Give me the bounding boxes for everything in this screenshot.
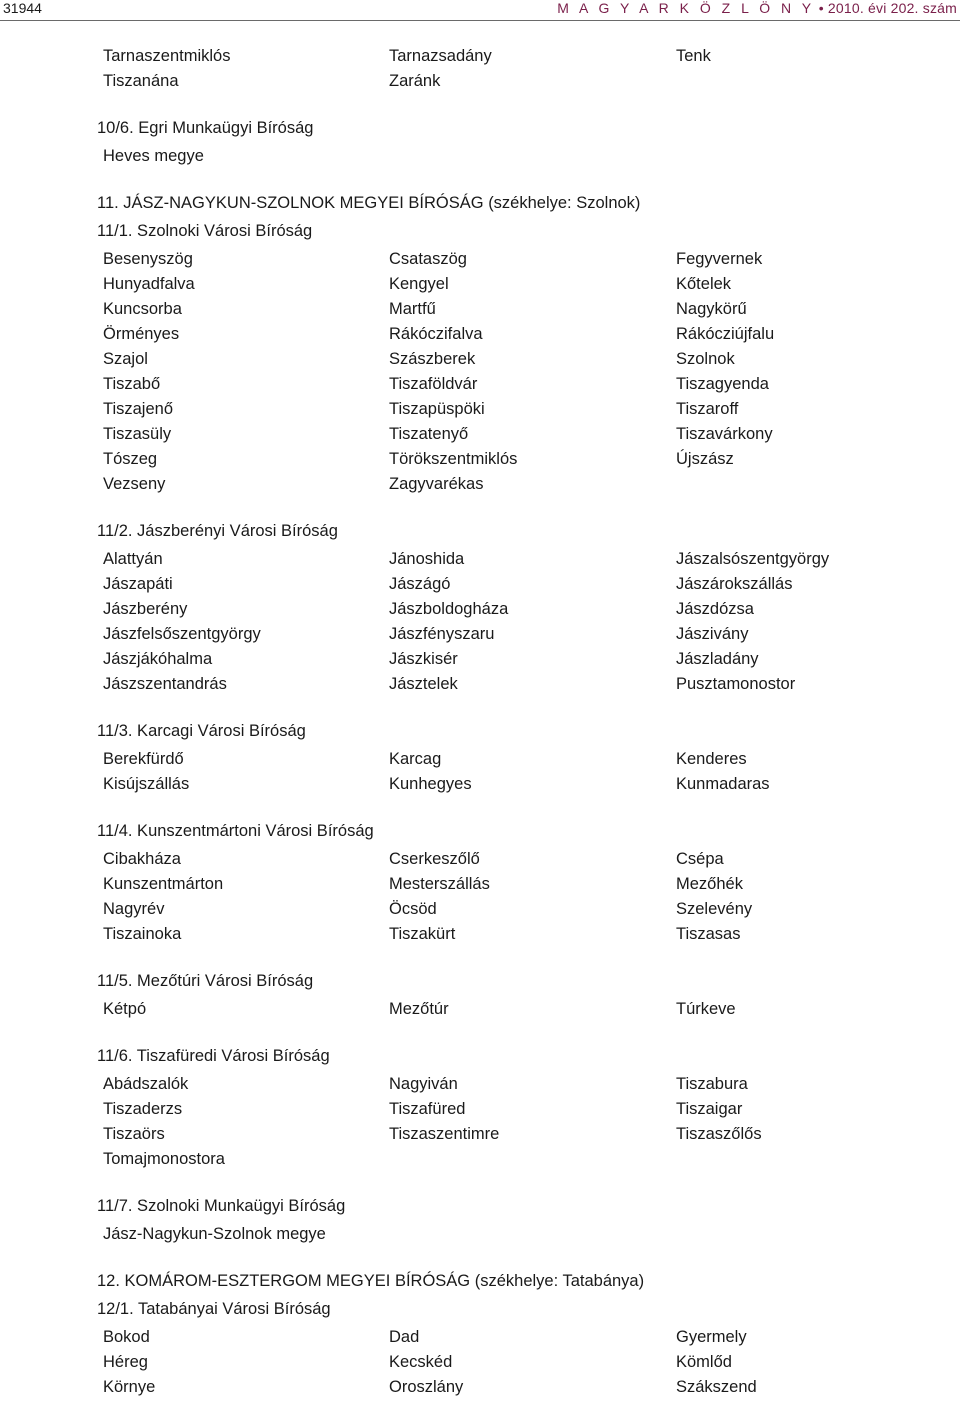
section-heading: 11/7. Szolnoki Munkaügyi Bíróság xyxy=(97,1197,346,1215)
settlement-name: Jászjákóhalma xyxy=(103,650,213,668)
settlement-row xyxy=(0,397,960,422)
settlement-name: Jászladány xyxy=(676,650,759,668)
settlement-row xyxy=(0,422,960,447)
header-rule xyxy=(0,20,960,21)
settlement-name: Kengyel xyxy=(389,275,449,293)
page-number: 31944 xyxy=(3,0,42,16)
settlement-row xyxy=(0,1325,960,1350)
settlement-name: Tarnazsadány xyxy=(389,47,492,65)
settlement-name: Nagyiván xyxy=(389,1075,458,1093)
court-section xyxy=(0,719,960,797)
settlement-name: Tiszaszőlős xyxy=(676,1125,762,1143)
settlement-row xyxy=(0,1097,960,1122)
settlement-row xyxy=(0,272,960,297)
settlement-name: Jászkisér xyxy=(389,650,458,668)
section-heading: 11. JÁSZ-NAGYKUN-SZOLNOK MEGYEI BÍRÓSÁG (székhelye: Szolnok) xyxy=(97,194,641,212)
settlement-row xyxy=(0,372,960,397)
settlement-name: Abádszalók xyxy=(103,1075,189,1093)
settlement-row xyxy=(0,997,960,1022)
settlement-name: Kuncsorba xyxy=(103,300,182,318)
settlement-name: Szákszend xyxy=(676,1378,757,1396)
settlement-name: Tiszainoka xyxy=(103,925,182,943)
settlement-name: Mezőtúr xyxy=(389,1000,449,1018)
settlement-name: Kömlőd xyxy=(676,1353,732,1371)
court-section xyxy=(0,44,960,94)
section-heading: 12/1. Tatabányai Városi Bíróság xyxy=(97,1300,331,1318)
section-heading: 11/1. Szolnoki Városi Bíróság xyxy=(97,222,313,240)
settlement-name: Tószeg xyxy=(103,450,158,468)
settlement-row xyxy=(0,847,960,872)
settlement-name: Vezseny xyxy=(103,475,166,493)
settlement-name: Tiszabő xyxy=(103,375,161,393)
court-section xyxy=(0,1269,960,1400)
county-name: Jász-Nagykun-Szolnok megye xyxy=(103,1225,326,1243)
settlement-name: Kunmadaras xyxy=(676,775,770,793)
settlement-name: Tiszatenyő xyxy=(389,425,469,443)
settlement-name: Zaránk xyxy=(389,72,441,90)
settlement-name: Tiszaderzs xyxy=(103,1100,183,1118)
title-separator: • xyxy=(818,0,824,16)
settlement-name: Rákóczifalva xyxy=(389,325,483,343)
settlement-name: Jászboldogháza xyxy=(389,600,509,618)
settlement-name: Jászfényszaru xyxy=(389,625,495,643)
settlement-row xyxy=(0,747,960,772)
settlement-name: Jászárokszállás xyxy=(676,575,793,593)
settlement-name: Tiszabura xyxy=(676,1075,748,1093)
settlement-row xyxy=(0,347,960,372)
court-section xyxy=(0,519,960,697)
settlement-name: Örményes xyxy=(103,325,180,343)
settlement-name: Cibakháza xyxy=(103,850,181,868)
settlement-name: Jászalsószentgyörgy xyxy=(676,550,830,568)
settlement-name: Tiszanána xyxy=(103,72,179,90)
settlement-name: Hunyadfalva xyxy=(103,275,195,293)
settlement-name: Rákócziújfalu xyxy=(676,325,775,343)
settlement-name: Jászfelsőszentgyörgy xyxy=(103,625,261,643)
settlement-row xyxy=(0,647,960,672)
settlement-name: Kecskéd xyxy=(389,1353,453,1371)
court-section xyxy=(0,969,960,1022)
settlement-name: Jászágó xyxy=(389,575,451,593)
settlement-name: Tarnaszentmiklós xyxy=(103,47,231,65)
settlement-name: Szajol xyxy=(103,350,148,368)
section-heading: 11/3. Karcagi Városi Bíróság xyxy=(97,722,306,740)
settlement-name: Jászivány xyxy=(676,625,749,643)
settlement-row xyxy=(0,322,960,347)
settlement-name: Tiszaföldvár xyxy=(389,375,478,393)
settlement-name: Kunhegyes xyxy=(389,775,472,793)
court-section xyxy=(0,116,960,169)
section-heading: 11/5. Mezőtúri Városi Bíróság xyxy=(97,972,314,990)
settlement-name: Szolnok xyxy=(676,350,735,368)
settlement-name: Tiszaörs xyxy=(103,1125,165,1143)
settlement-name: Nagyrév xyxy=(103,900,165,918)
settlement-name: Fegyvernek xyxy=(676,250,763,268)
settlement-row xyxy=(0,1350,960,1375)
settlement-name: Tiszavárkony xyxy=(676,425,773,443)
settlement-name: Tenk xyxy=(676,47,711,65)
settlement-name: Tiszaigar xyxy=(676,1100,743,1118)
section-heading: 10/6. Egri Munkaügyi Bíróság xyxy=(97,119,314,137)
settlement-row xyxy=(0,622,960,647)
settlement-name: Gyermely xyxy=(676,1328,747,1346)
settlement-row xyxy=(0,472,960,497)
settlement-name: Tiszakürt xyxy=(389,925,456,943)
settlement-name: Mesterszállás xyxy=(389,875,490,893)
settlement-row xyxy=(0,69,960,94)
settlement-row xyxy=(0,1375,960,1400)
settlement-row xyxy=(0,1147,960,1172)
settlement-name: Héreg xyxy=(103,1353,148,1371)
settlement-name: Törökszentmiklós xyxy=(389,450,518,468)
settlement-name: Tiszasas xyxy=(676,925,741,943)
settlement-name: Kőtelek xyxy=(676,275,732,293)
settlement-row xyxy=(0,247,960,272)
settlement-name: Túrkeve xyxy=(676,1000,736,1018)
settlement-name: Tiszafüred xyxy=(389,1100,466,1118)
settlement-name: Kenderes xyxy=(676,750,747,768)
settlement-row xyxy=(0,1072,960,1097)
settlement-name: Tiszajenő xyxy=(103,400,174,418)
settlement-row xyxy=(0,922,960,947)
document-body xyxy=(0,44,960,1422)
settlement-name: Öcsöd xyxy=(389,900,437,918)
section-heading: 11/2. Jászberényi Városi Bíróság xyxy=(97,522,338,540)
settlement-name: Jászdózsa xyxy=(676,600,754,618)
settlement-row xyxy=(0,897,960,922)
settlement-row xyxy=(0,872,960,897)
settlement-name: Jászapáti xyxy=(103,575,173,593)
settlement-row xyxy=(0,1122,960,1147)
settlement-name: Besenyszög xyxy=(103,250,193,268)
settlement-name: Zagyvarékas xyxy=(389,475,484,493)
settlement-name: Karcag xyxy=(389,750,442,768)
settlement-row xyxy=(0,547,960,572)
settlement-name: Kisújszállás xyxy=(103,775,190,793)
settlement-name: Csépa xyxy=(676,850,724,868)
settlement-name: Bokod xyxy=(103,1328,150,1346)
section-heading: 12. KOMÁROM-ESZTERGOM MEGYEI BÍRÓSÁG (székhelye: Tatabánya) xyxy=(97,1272,645,1290)
county-name: Heves megye xyxy=(103,147,204,165)
settlement-name: Berekfürdő xyxy=(103,750,184,768)
settlement-name: Tiszaszentimre xyxy=(389,1125,500,1143)
court-section xyxy=(0,819,960,947)
settlement-row xyxy=(0,447,960,472)
settlement-row xyxy=(0,672,960,697)
settlement-name: Mezőhék xyxy=(676,875,743,893)
settlement-name: Kétpó xyxy=(103,1000,147,1018)
settlement-name: Szelevény xyxy=(676,900,753,918)
settlement-name: Jászberény xyxy=(103,600,188,618)
section-heading: 11/4. Kunszentmártoni Városi Bíróság xyxy=(97,822,374,840)
court-section xyxy=(0,1194,960,1247)
settlement-name: Tiszapüspöki xyxy=(389,400,485,418)
running-title xyxy=(557,0,957,16)
settlement-name: Nagykörű xyxy=(676,300,747,318)
settlement-row xyxy=(0,572,960,597)
settlement-name: Cserkeszőlő xyxy=(389,850,480,868)
journal-title: M A G Y A R K Ö Z L Ö N Y xyxy=(557,0,815,16)
issue-number: 2010. évi 202. szám xyxy=(827,0,957,16)
settlement-row xyxy=(0,297,960,322)
settlement-name: Jászszentandrás xyxy=(103,675,227,693)
settlement-name: Pusztamonostor xyxy=(676,675,796,693)
settlement-name: Oroszlány xyxy=(389,1378,464,1396)
settlement-name: Jásztelek xyxy=(389,675,458,693)
settlement-name: Martfű xyxy=(389,300,436,318)
settlement-name: Tiszagyenda xyxy=(676,375,769,393)
settlement-name: Tiszasüly xyxy=(103,425,172,443)
page-header xyxy=(0,0,960,22)
settlement-name: Jánoshida xyxy=(389,550,465,568)
settlement-name: Tomajmonostora xyxy=(103,1150,225,1168)
settlement-name: Szászberek xyxy=(389,350,476,368)
settlement-row xyxy=(0,44,960,69)
settlement-name: Környe xyxy=(103,1378,156,1396)
court-section xyxy=(0,191,960,497)
settlement-row xyxy=(0,772,960,797)
settlement-name: Csataszög xyxy=(389,250,467,268)
section-heading: 11/6. Tiszafüredi Városi Bíróság xyxy=(97,1047,330,1065)
settlement-name: Dad xyxy=(389,1328,420,1346)
settlement-name: Kunszentmárton xyxy=(103,875,224,893)
settlement-row xyxy=(0,597,960,622)
court-section xyxy=(0,1044,960,1172)
settlement-name: Alattyán xyxy=(103,550,163,568)
settlement-name: Tiszaroff xyxy=(676,400,739,418)
settlement-name: Újszász xyxy=(676,450,734,468)
